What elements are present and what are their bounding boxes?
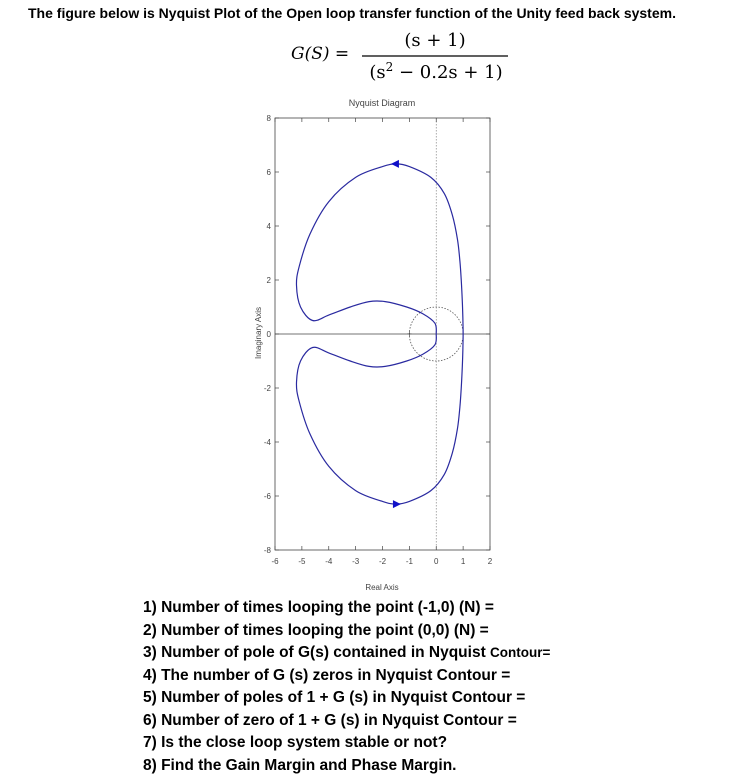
x-tick-label: -5 bbox=[298, 557, 306, 566]
equation-numerator: (s + 1) bbox=[404, 30, 466, 51]
nyquist-curve-positive bbox=[296, 164, 463, 334]
x-tick-label: -1 bbox=[405, 557, 413, 566]
question-text: 8) Find the Gain Margin and Phase Margin. bbox=[143, 756, 457, 774]
question-text: 4) The number of G (s) zeros in Nyquist Contour = bbox=[143, 666, 511, 684]
question-item bbox=[143, 732, 550, 755]
denominator-exponent: 2 bbox=[385, 60, 394, 74]
x-tick-label: 0 bbox=[434, 557, 439, 566]
x-tick-label: 1 bbox=[460, 557, 466, 566]
x-tick-label: -6 bbox=[271, 557, 279, 566]
question-text: 3) Number of pole of G(s) contained in Nyquist bbox=[143, 644, 491, 661]
question-item bbox=[143, 710, 550, 733]
y-tick-label: -8 bbox=[263, 546, 271, 555]
question-text: 1) Number of times looping the point (-1,0) (N) = bbox=[143, 599, 494, 616]
y-tick-label: -4 bbox=[263, 438, 271, 447]
intro-text: The figure below is Nyquist Plot of the Open loop transfer function of the Unity feed back system. bbox=[28, 5, 676, 21]
nyquist-curve-negative bbox=[296, 334, 463, 504]
y-tick-label: 4 bbox=[266, 222, 271, 231]
x-tick-label: -4 bbox=[325, 557, 333, 566]
chart-title: Nyquist Diagram bbox=[348, 98, 416, 108]
x-tick-label: 2 bbox=[487, 557, 493, 566]
x-tick-label: -3 bbox=[352, 557, 360, 566]
y-axis-label: Imaginary Axis bbox=[254, 306, 263, 360]
y-tick-label: 2 bbox=[266, 276, 271, 285]
question-text: 5) Number of poles of 1 + G (s) in Nyquist Contour = bbox=[143, 689, 526, 706]
question-item bbox=[143, 620, 550, 643]
question-list bbox=[143, 597, 550, 777]
question-suffix: Contour= bbox=[490, 645, 551, 660]
x-axis-label: Real Axis bbox=[365, 583, 399, 592]
question-item bbox=[143, 642, 550, 665]
transfer-function-equation bbox=[0, 26, 750, 86]
question-item bbox=[143, 665, 550, 688]
denominator-prefix: (s bbox=[369, 62, 386, 83]
question-item bbox=[143, 755, 550, 778]
question-text: 2) Number of times looping the point (0,0) (N) = bbox=[143, 621, 489, 639]
x-tick-label: -2 bbox=[378, 557, 387, 566]
equation-lhs: G(S) = bbox=[291, 44, 350, 64]
nyquist-plot bbox=[245, 90, 515, 600]
y-tick-label: 8 bbox=[266, 114, 271, 123]
y-tick-label: 0 bbox=[266, 330, 271, 339]
question-item bbox=[143, 597, 550, 620]
y-tick-label: -2 bbox=[263, 384, 271, 393]
question-text: 7) Is the close loop system stable or not? bbox=[143, 734, 448, 751]
y-tick-label: -6 bbox=[263, 492, 271, 501]
critical-point-marker: + bbox=[406, 329, 413, 339]
denominator-suffix: − 0.2s + 1) bbox=[393, 62, 503, 83]
equation-denominator bbox=[369, 60, 502, 83]
direction-arrow bbox=[391, 160, 399, 168]
question-item bbox=[143, 687, 550, 710]
y-tick-label: 6 bbox=[266, 168, 271, 177]
question-text: 6) Number of zero of 1 + G (s) in Nyquist Contour = bbox=[143, 711, 517, 729]
direction-arrow bbox=[393, 500, 401, 508]
